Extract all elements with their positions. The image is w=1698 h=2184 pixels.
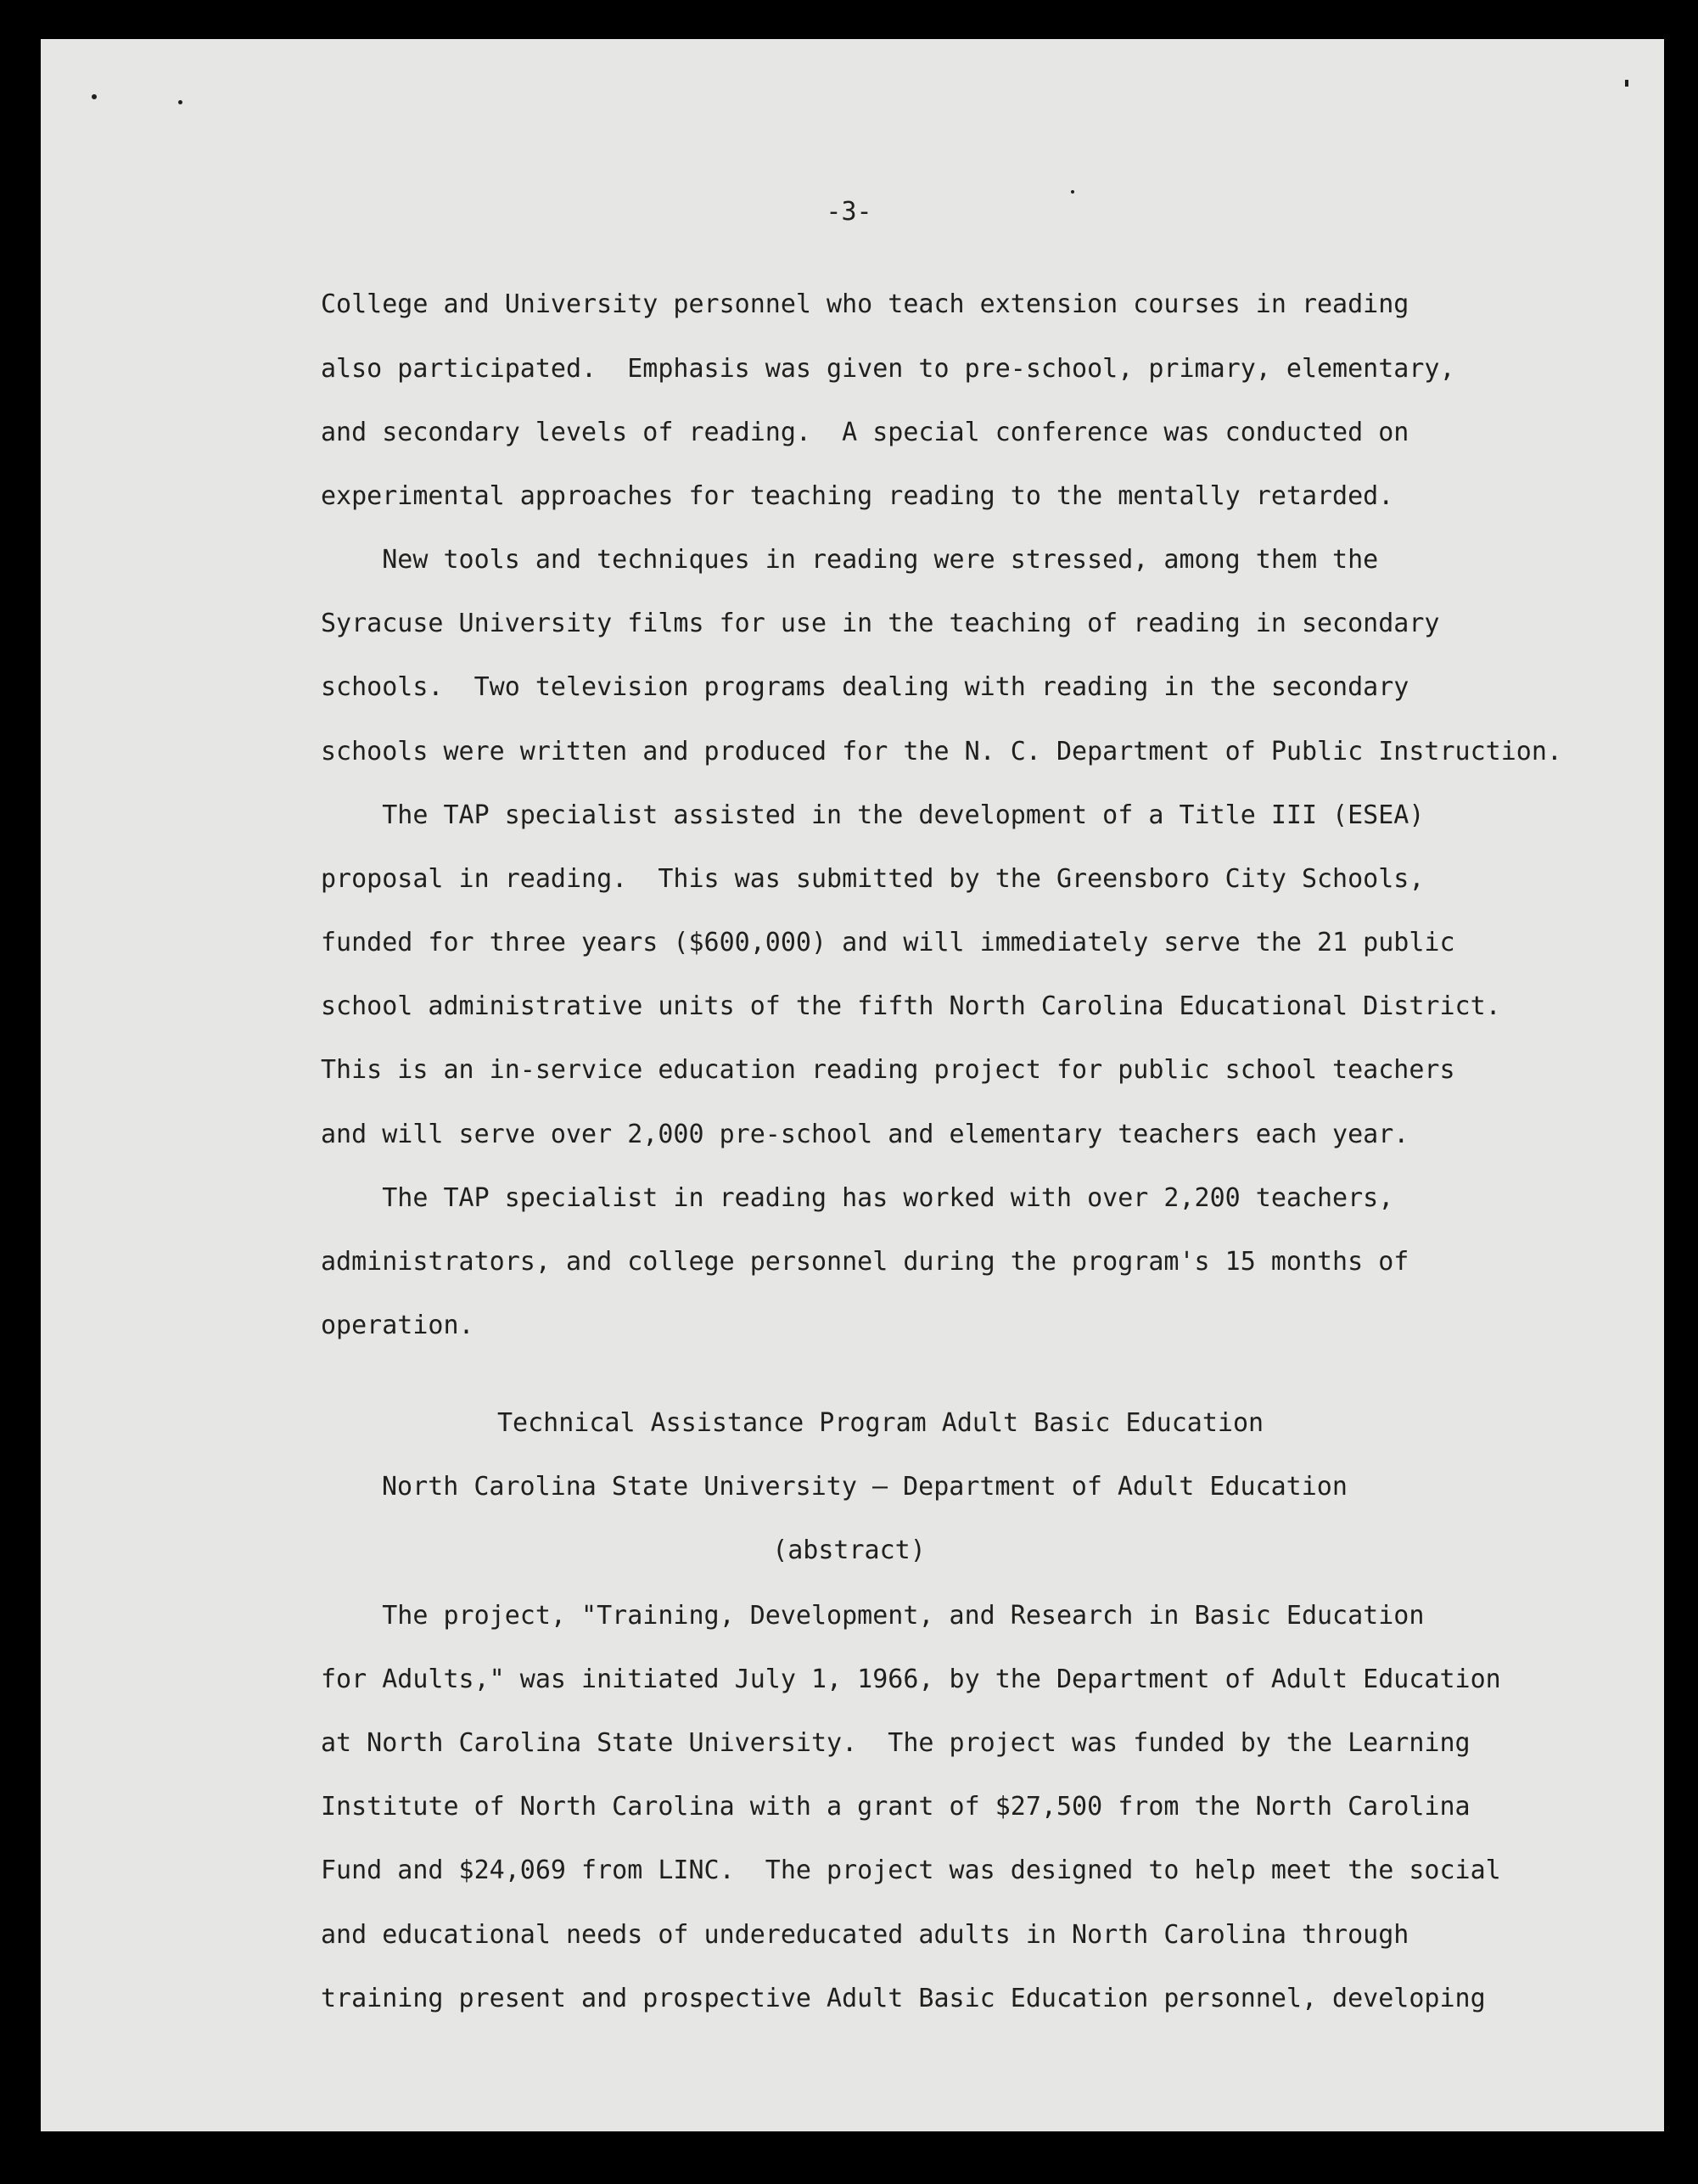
paragraph-line: Fund and $24,069 from LINC. The project was designed to help meet the social: [321, 1856, 1501, 1885]
paragraph-line: and educational needs of undereducated adults in North Carolina through: [321, 1920, 1409, 1950]
paragraph-line: proposal in reading. This was submitted by the Greensboro City Schools,: [321, 864, 1425, 894]
paragraph-line: also participated. Emphasis was given to pre-school, primary, elementary,: [321, 354, 1455, 384]
scan-mark: [1071, 190, 1074, 194]
paragraph-line: for Adults," was initiated July 1, 1966, by the Department of Adult Education: [321, 1665, 1501, 1694]
scan-mark: [92, 94, 97, 99]
paragraph-line: operation.: [321, 1311, 474, 1340]
paragraph-line: This is an in-service education reading project for public school teachers: [321, 1055, 1455, 1085]
paragraph-line: school administrative units of the fifth North Carolina Educational District.: [321, 991, 1501, 1021]
paragraph-line: The TAP specialist in reading has worked with over 2,200 teachers,: [321, 1183, 1394, 1213]
page-number-label: -3-: [826, 197, 872, 227]
paragraph-line: experimental approaches for teaching reading to the mentally retarded.: [321, 481, 1394, 511]
paragraph-line: The project, "Training, Development, and Research in Basic Education: [321, 1601, 1425, 1631]
paragraph-line: New tools and techniques in reading were stressed, among them the: [321, 545, 1379, 575]
paragraph-line: The TAP specialist assisted in the development of a Title III (ESEA): [321, 800, 1425, 830]
section-heading-line: North Carolina State University — Department of Adult Education: [382, 1472, 1348, 1502]
scan-mark: [1625, 80, 1628, 87]
section-heading-abstract: (abstract): [772, 1536, 926, 1565]
paragraph-line: schools were written and produced for the N. C. Department of Public Instruction.: [321, 737, 1562, 766]
section-heading-line: Technical Assistance Program Adult Basic Education: [497, 1408, 1264, 1438]
paragraph-line: at North Carolina State University. The project was funded by the Learning: [321, 1728, 1471, 1758]
paragraph-line: Institute of North Carolina with a grant of $27,500 from the North Carolina: [321, 1792, 1471, 1822]
paragraph-line: funded for three years ($600,000) and will immediately serve the 21 public: [321, 928, 1455, 957]
paragraph-line: and will serve over 2,000 pre-school and elementary teachers each year.: [321, 1120, 1409, 1149]
paragraph-line: College and University personnel who teach extension courses in reading: [321, 289, 1409, 319]
paragraph-line: training present and prospective Adult Basic Education personnel, developing: [321, 1984, 1486, 2013]
scan-mark: [178, 100, 182, 104]
paragraph-line: and secondary levels of reading. A special conference was conducted on: [321, 418, 1409, 447]
paragraph-line: schools. Two television programs dealing with reading in the secondary: [321, 672, 1409, 702]
paragraph-line: Syracuse University films for use in the teaching of reading in secondary: [321, 609, 1440, 638]
paragraph-line: administrators, and college personnel during the program's 15 months of: [321, 1247, 1409, 1277]
